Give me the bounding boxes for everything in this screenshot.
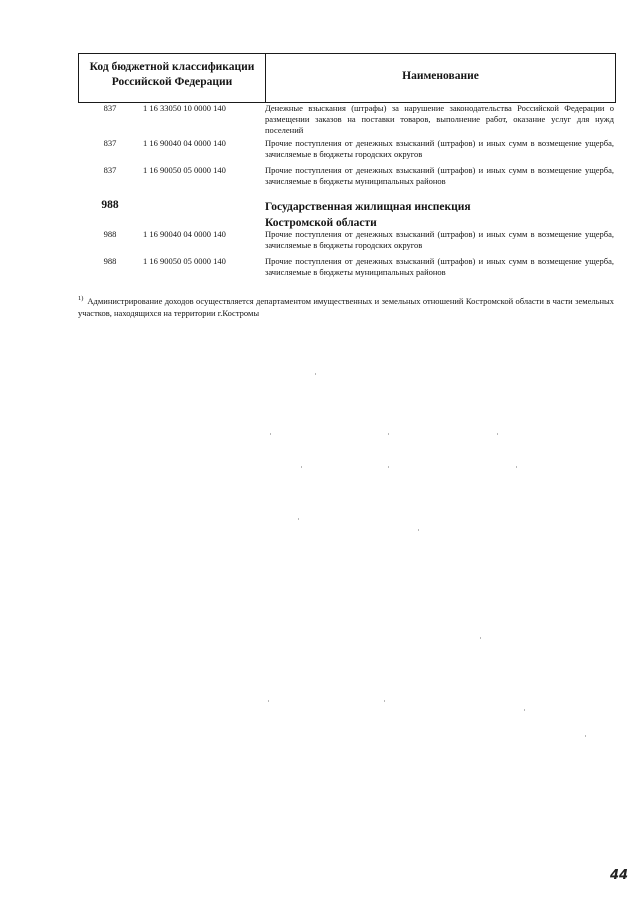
kbk-code: 1 16 90040 04 0000 140 — [143, 138, 226, 148]
admin-code: 988 — [103, 229, 117, 239]
kbk-code: 1 16 90050 05 0000 140 — [143, 165, 226, 175]
row-description: Денежные взыскания (штрафы) за нарушение законодательства Российской Федерации о размещении заказов на поставки товаров, выполнение работ, оказание услуг для нужд поселений — [265, 103, 614, 135]
scan-speck — [516, 466, 517, 468]
row-description: Прочие поступления от денежных взысканий (штрафов) и иных сумм в возмещение ущерба, зачисляемые в бюджеты городских округов — [265, 138, 614, 159]
admin-code: 988 — [103, 256, 117, 266]
group-name-line2: Костромской области — [265, 217, 377, 229]
header-code-line2: Российской Федерации — [111, 76, 233, 88]
header-code-column — [79, 60, 265, 90]
scan-speck — [388, 466, 389, 468]
page-number: 44 — [610, 868, 629, 883]
header-name-column: Наименование — [402, 70, 479, 82]
scan-speck — [270, 433, 271, 435]
scan-speck — [480, 637, 481, 639]
scan-speck — [388, 433, 389, 435]
scan-speck — [497, 433, 498, 435]
scan-speck — [585, 735, 586, 737]
scan-speck — [384, 700, 385, 702]
scan-speck — [524, 709, 525, 711]
scan-speck — [418, 529, 419, 531]
scan-speck — [268, 700, 269, 702]
group-name — [265, 199, 614, 231]
kbk-code: 1 16 33050 10 0000 140 — [143, 103, 226, 113]
footnote-marker: 1) — [78, 295, 84, 302]
table-header — [78, 53, 616, 103]
admin-code: 837 — [103, 103, 117, 113]
kbk-code: 1 16 90040 04 0000 140 — [143, 229, 226, 239]
footnote — [78, 293, 614, 319]
admin-code: 837 — [103, 165, 117, 175]
group-code: 988 — [101, 199, 119, 211]
scan-speck — [301, 466, 302, 468]
scan-speck — [315, 373, 316, 375]
row-description: Прочие поступления от денежных взысканий (штрафов) и иных сумм в возмещение ущерба, зачисляемые в бюджеты муниципальных районов — [265, 256, 614, 277]
row-description: Прочие поступления от денежных взысканий (штрафов) и иных сумм в возмещение ущерба, зачисляемые в бюджеты муниципальных районов — [265, 165, 614, 186]
row-description: Прочие поступления от денежных взысканий (штрафов) и иных сумм в возмещение ущерба, зачисляемые в бюджеты городских округов — [265, 229, 614, 250]
footnote-text: Администрирование доходов осуществляется департаментом имущественных и земельных отношений Костромской области в части земельных участков, находящихся на территории г.Костромы — [78, 296, 614, 318]
header-code-line1: Код бюджетной классификации — [89, 61, 255, 73]
group-name-line1: Государственная жилищная инспекция — [265, 201, 471, 213]
admin-code: 837 — [103, 138, 117, 148]
scan-speck — [298, 518, 299, 520]
kbk-code: 1 16 90050 05 0000 140 — [143, 256, 226, 266]
